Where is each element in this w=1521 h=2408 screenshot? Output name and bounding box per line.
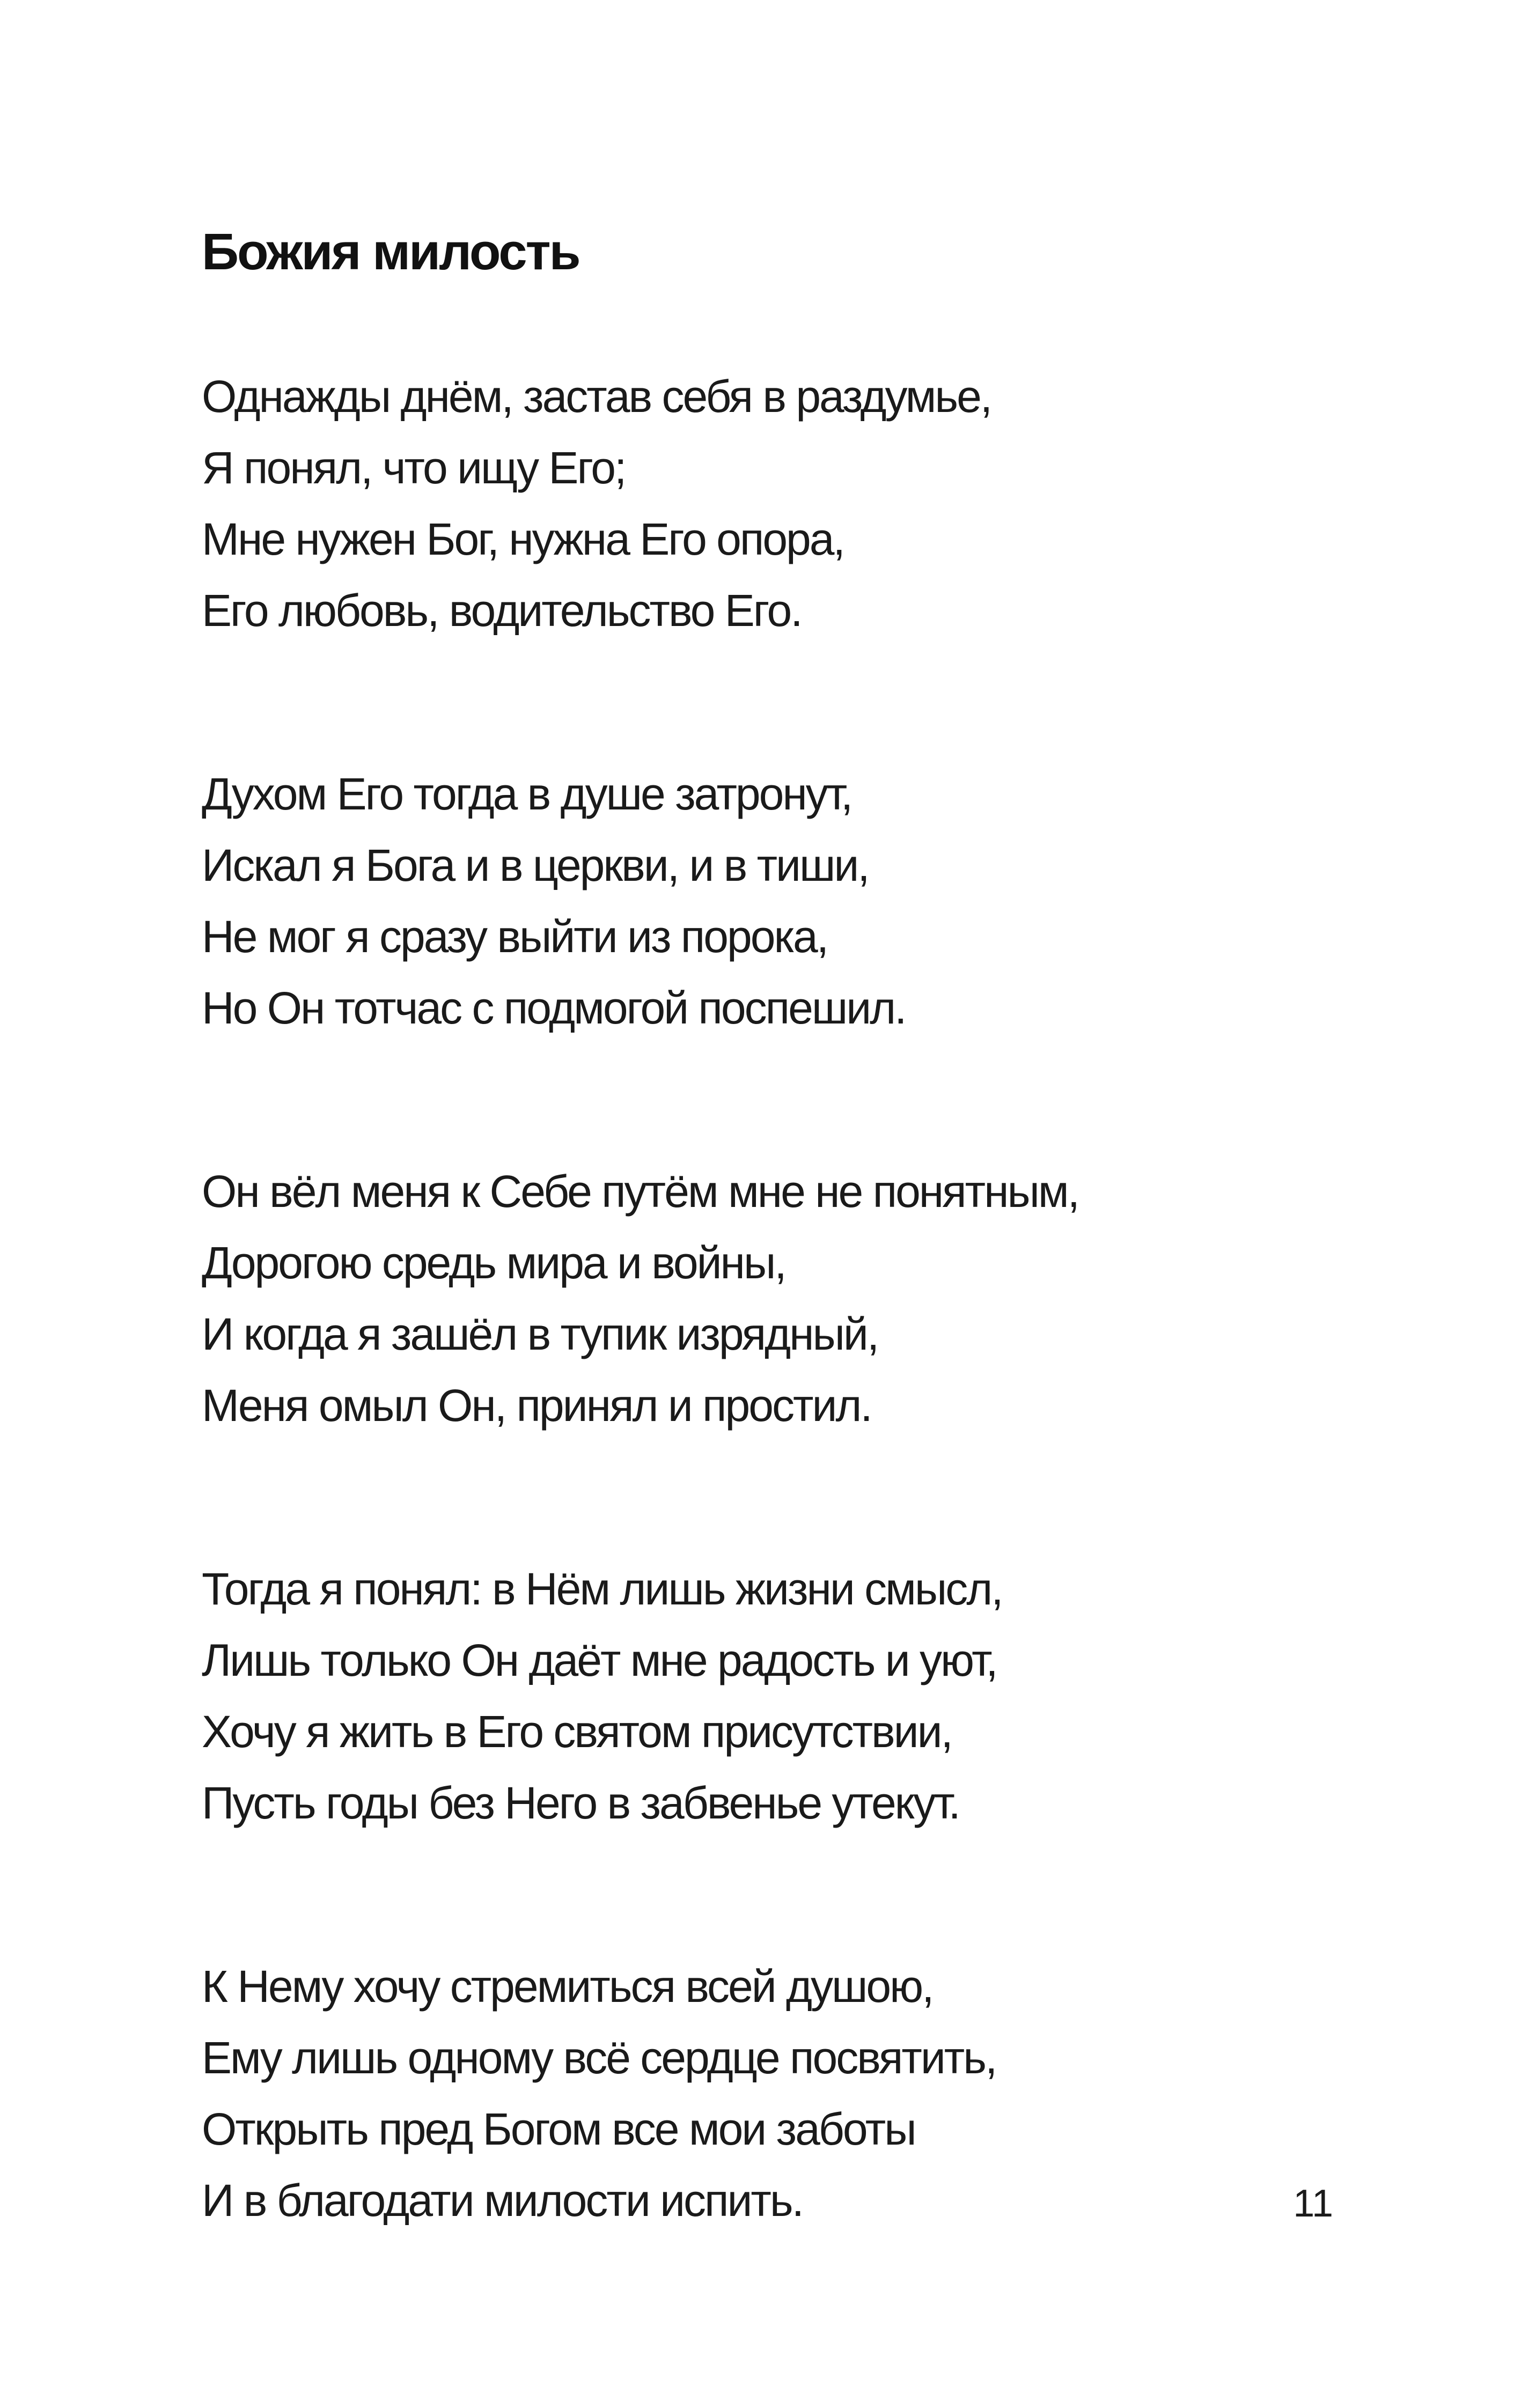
poem-line: Пусть годы без Него в забвенье утекут. bbox=[202, 1778, 959, 1828]
poem-line: Мне нужен Бог, нужна Его опора, bbox=[202, 514, 844, 564]
stanza-5 bbox=[202, 1951, 1382, 2236]
poem-line: Не мог я сразу выйти из порока, bbox=[202, 911, 828, 962]
poem-line: Открыть пред Богом все мои заботы bbox=[202, 2104, 915, 2154]
poem-body bbox=[202, 361, 1382, 2236]
poem-line: И в благодати милости испить. bbox=[202, 2175, 803, 2226]
stanza-2 bbox=[202, 759, 1382, 1044]
poem-line: Дорогою средь мира и войны, bbox=[202, 1238, 785, 1288]
poem-line: Меня омыл Он, принял и простил. bbox=[202, 1380, 871, 1431]
poem-line: Его любовь, водительство Его. bbox=[202, 585, 802, 636]
stanza-3 bbox=[202, 1156, 1382, 1441]
poem-line: И когда я зашёл в тупик изрядный, bbox=[202, 1309, 878, 1359]
page-number: 11 bbox=[1293, 2182, 1333, 2225]
poem-line: Но Он тотчас с подмогой поспешил. bbox=[202, 983, 906, 1033]
poem-line: К Нему хочу стремиться всей душою, bbox=[202, 1961, 933, 2012]
poem-line: Я понял, что ищу Его; bbox=[202, 443, 626, 493]
poem-line: Хочу я жить в Его святом присутствии, bbox=[202, 1706, 952, 1757]
poem-line: Он вёл меня к Себе путём мне не понятным, bbox=[202, 1166, 1078, 1217]
stanza-4 bbox=[202, 1553, 1382, 1839]
poem-line: Духом Его тогда в душе затронут, bbox=[202, 769, 852, 819]
poem-line: Тогда я понял: в Нём лишь жизни смысл, bbox=[202, 1564, 1002, 1614]
poem-line: Однажды днём, застав себя в раздумье, bbox=[202, 371, 991, 422]
stanza-1 bbox=[202, 361, 1382, 646]
poem-line: Лишь только Он даёт мне радость и уют, bbox=[202, 1635, 997, 1685]
poem-line: Ему лишь одному всё сердце посвятить, bbox=[202, 2033, 996, 2083]
poem-line: Искал я Бога и в церкви, и в тиши, bbox=[202, 840, 869, 890]
poem-title: Божия милость bbox=[202, 223, 579, 281]
